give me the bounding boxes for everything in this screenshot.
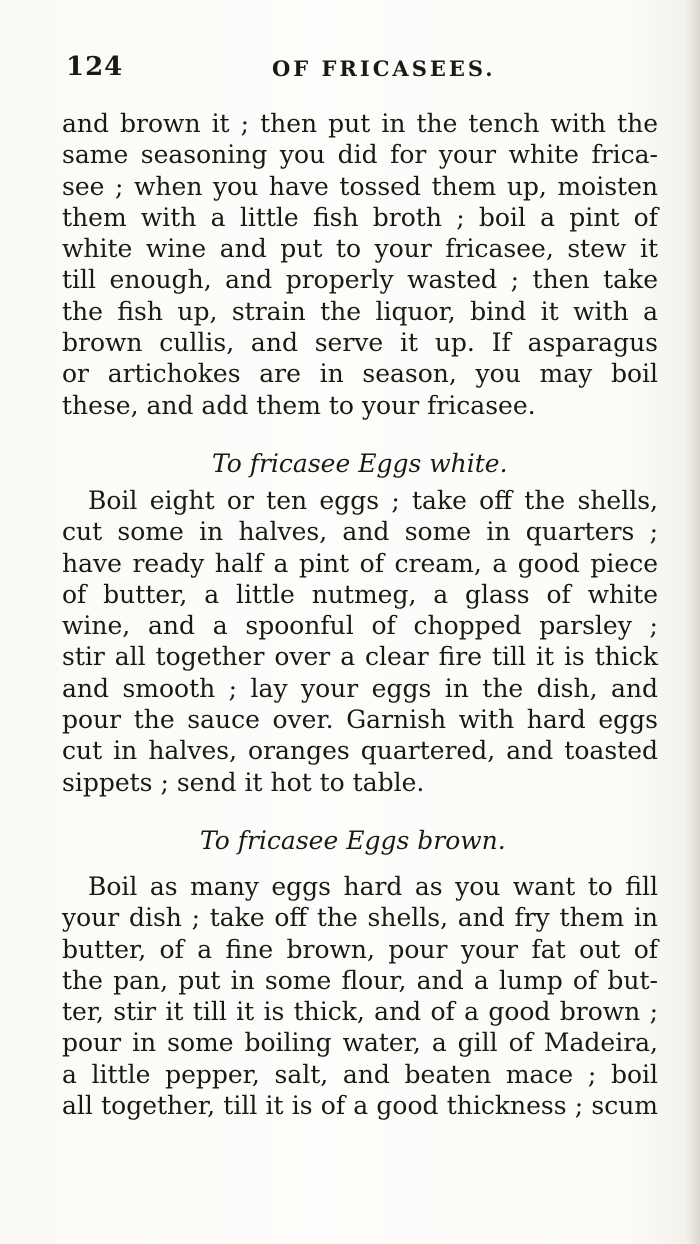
text-line: have ready half a pint of cream, a good piece (62, 548, 658, 578)
text-line: Boil eight or ten eggs ; take off the shells, (88, 486, 658, 515)
text-line: butter, of a fine brown, pour your fat out of (62, 934, 658, 964)
text-line: pour the sauce over. Garnish with hard eggs (62, 705, 658, 735)
text-line: cut some in halves, and some in quarters ; (62, 517, 658, 547)
text-line: pour in some boiling water, a gill of Madeira, (62, 1028, 658, 1058)
page-edge-shadow (686, 0, 700, 1244)
continued-recipe-paragraph (62, 108, 658, 421)
text-line: the pan, put in some flour, and a lump of but- (62, 965, 658, 995)
text-line: and brown it ; then put in the tench with the (62, 109, 658, 138)
text-line: a little pepper, salt, and beaten mace ; boil (62, 1059, 658, 1089)
recipe-paragraph-eggs-brown (62, 871, 658, 1121)
text-line: or artichokes are in season, you may boil (62, 359, 658, 389)
text-line: these, and add them to your fricasee. (62, 390, 536, 420)
text-line: Boil as many eggs hard as you want to fill (88, 872, 658, 901)
recipe-heading-eggs-brown: To fricasee Eggs brown. (200, 826, 506, 855)
page-header (66, 52, 666, 88)
text-line: white wine and put to your fricasee, stew it (62, 234, 658, 264)
running-head: OF FRICASEES. (272, 56, 496, 81)
text-line: same seasoning you did for your white frica- (62, 140, 658, 170)
text-line: ter, stir it till it is thick, and of a good brown ; (62, 997, 658, 1027)
text-line: the fish up, strain the liquor, bind it with a (62, 296, 658, 326)
text-line: all together, till it is of a good thickness ; scum (62, 1091, 658, 1121)
text-line: sippets ; send it hot to table. (62, 767, 425, 797)
text-line: till enough, and properly wasted ; then take (62, 265, 658, 295)
text-line: see ; when you have tossed them up, moisten (62, 171, 658, 201)
text-line: your dish ; take off the shells, and fry them in (62, 903, 658, 933)
text-line: cut in halves, oranges quartered, and toasted (62, 736, 658, 766)
text-line: them with a little fish broth ; boil a pint of (62, 202, 658, 232)
recipe-heading-eggs-white: To fricasee Eggs white. (212, 449, 508, 478)
text-line: and smooth ; lay your eggs in the dish, and (62, 673, 658, 703)
text-line: wine, and a spoonful of chopped parsley ; (62, 611, 658, 641)
recipe-paragraph-eggs-white (62, 485, 658, 798)
text-line: stir all together over a clear fire till it is thick (62, 642, 658, 672)
text-line: brown cullis, and serve it up. If asparagus (62, 328, 658, 358)
page-number: 124 (66, 52, 124, 82)
text-line: of butter, a little nutmeg, a glass of white (62, 579, 658, 609)
